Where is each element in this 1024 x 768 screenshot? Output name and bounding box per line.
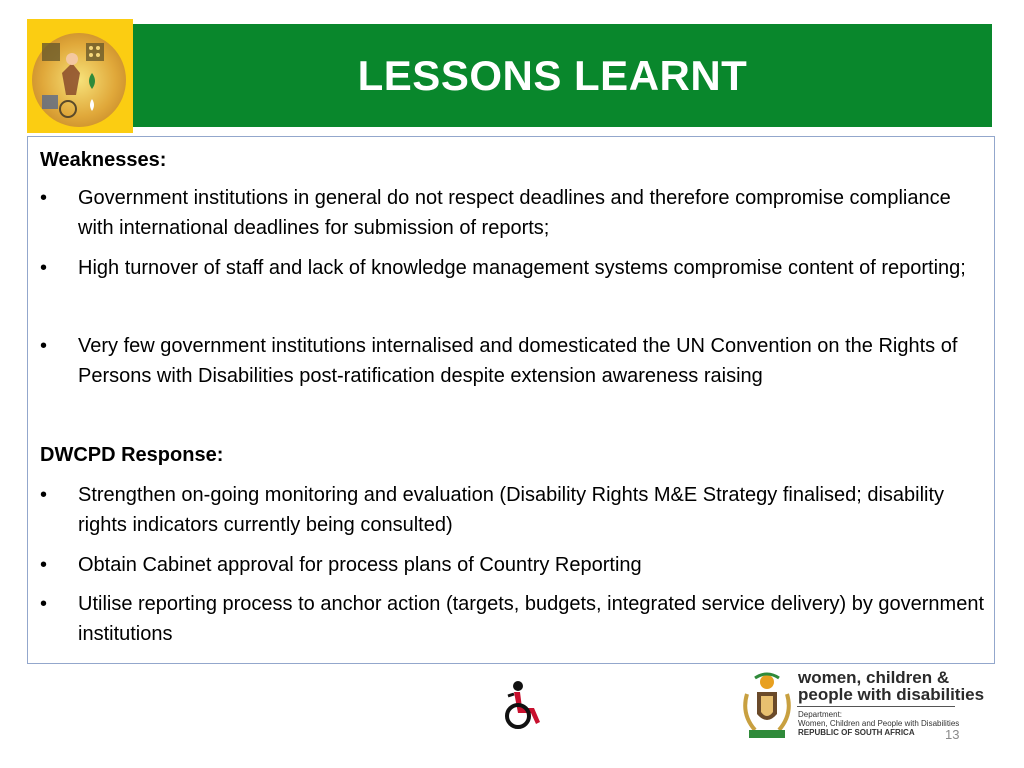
bullet-marker: • [40,335,48,357]
coat-of-arms-icon [741,672,793,744]
response-text: Strengthen on-going monitoring and evaluation (Disability Rights M&E Strategy finalised; disability rights indicators currently being consulted) [78,484,945,536]
department-full-name: Women, Children and People with Disabilities [798,719,960,728]
bullet-marker: • [40,593,48,615]
weakness-text: Very few government institutions internalised and domesticated the UN Convention on the Rights of Persons with Disabilities post-ratification despite extension awareness raising [78,335,958,387]
weakness-item [40,331,990,391]
bullet-marker: • [40,554,48,576]
response-item [40,480,990,540]
weakness-text: High turnover of staff and lack of knowledge management systems compromise content of reporting; [78,257,966,279]
bullet-marker: • [40,257,48,279]
page-title: LESSONS LEARNT [357,51,748,99]
country-name: REPUBLIC OF SOUTH AFRICA [798,728,915,737]
response-item [40,550,990,580]
disability-symbols-logo-icon [32,33,126,127]
response-heading: DWCPD Response: [40,444,224,466]
weaknesses-heading: Weaknesses: [40,149,167,171]
disability-symbols-logo [27,19,133,133]
department-label: Department: [798,710,843,719]
weakness-item [40,253,990,283]
response-item [40,589,990,649]
divider [797,706,955,707]
department-name-line: women, children & [798,668,950,687]
response-text: Utilise reporting process to anchor action (targets, budgets, integrated service delivery) by government institutions [78,593,985,645]
page-number: 13 [945,727,960,742]
department-name-line: people with disabilities [798,685,985,704]
title-bar [133,24,992,127]
weakness-item [40,183,990,243]
department-details [798,710,959,737]
weakness-text: Government institutions in general do not respect deadlines and therefore compromise compliance with international deadlines for submission of reports; [78,187,951,239]
response-text: Obtain Cabinet approval for process plans of Country Reporting [78,554,642,576]
wheelchair-icon [498,680,546,730]
department-name [798,669,984,703]
content-box [27,136,995,664]
bullet-marker: • [40,187,48,209]
bullet-marker: • [40,484,48,506]
